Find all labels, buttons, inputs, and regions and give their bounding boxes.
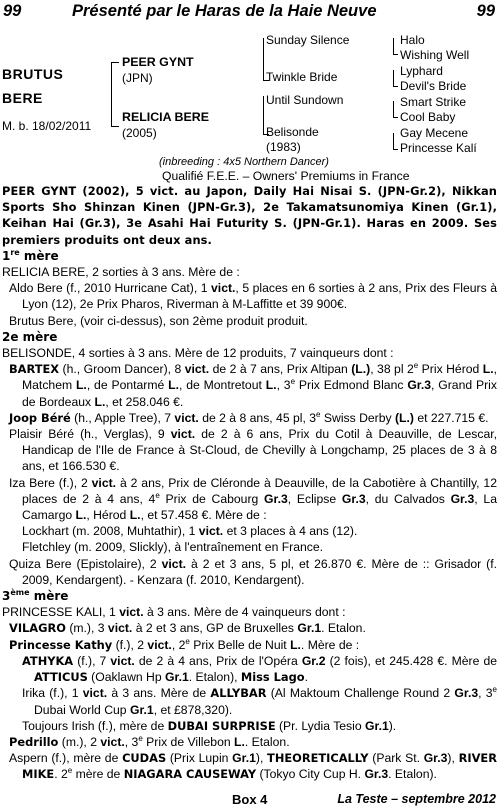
horse-details: M. b. 18/02/2011 [2, 119, 92, 133]
produce-quiza-bere: Quiza Bere (Epistolaire), 2 vict. à 2 et 3 ans, 5 pl, et 26.870 €. Mère de :: Grisador (f. 2009, Kendargent). - Kenzara (f. 2010, Kendargent). [9, 556, 497, 587]
sire-sire: Sunday Silence [266, 33, 350, 47]
lot-number-right: 99 [476, 2, 495, 20]
dam-dam-year: (1983) [266, 140, 301, 154]
sire-dam: Twinkle Bride [266, 70, 338, 84]
dam-year: (2005) [122, 126, 157, 140]
ancestor-g2: Wishing Well [400, 48, 470, 62]
lot-number-left: 99 [3, 2, 22, 20]
pedigree-bracket-gen3 [393, 101, 394, 117]
produce-plaisir-bere: Plaisir Béré (h., Verglas), 9 vict. de 2 à 6 ans, Prix du Cotil à Deauville, de Lescar, Handicap de l'Ile de France à St-Cloud, de Chevilly à Longchamp, 25 places de 3 à 8 ans, et 166.530 €. [9, 427, 497, 474]
section-3rd-dam: 3ème mère [2, 588, 69, 604]
produce-fletchley: Fletchley (m. 2009, Slickly), à l'entraînement en France. [22, 540, 324, 555]
ancestor-g8: Princesse Kalí [400, 141, 477, 155]
section-1st-dam: 1re mère [2, 247, 59, 263]
produce-bartex: BARTEX (h., Groom Dancer), 8 vict. de 2 à 7 ans, Prix Altipan (L.), 38 pl 2e Prix Hérod L., Matchem L., de Pontarmé L., de Montretout L., 3e Prix Edmond Blanc Gr.3, Grand Prix de Bordeaux L., et 258.046 €. [9, 361, 497, 409]
sale-info: La Teste – septembre 2012 [337, 792, 496, 806]
ancestor-g6: Cool Baby [400, 110, 456, 124]
pedigree-tick [111, 126, 119, 127]
pedigree-bracket-gen3 [393, 133, 394, 149]
dam-sire: Until Sundown [266, 93, 344, 107]
produce-iza-bere: Iza Bere (f.), 2 vict. à 2 ans, Prix de Cléronde à Deauville, de la Cabotière à Chantilly, 12 places de 2 à 4 ans, 4e Prix de Cabourg Gr.3, Eclipse Gr.3, du Calvados Gr.3, La Camargo L., Hérod L., et 57.458 €. Mère de : [9, 475, 497, 523]
ancestor-g5: Smart Strike [400, 95, 467, 109]
produce-aspern: Aspern (f.), mère de CUDAS (Prix Lupin Gr.1), THEORETICALLY (Park St. Gr.3), RIVER MIKE. 2e mère de NIAGARA CAUSEWAY (Tokyo City Cup H. Gr.3. Etalon). [9, 751, 497, 782]
section-2nd-dam: 2e mère [2, 329, 58, 344]
pedigree-bracket-gen1 [111, 62, 112, 126]
sire-name: PEER GYNT [122, 55, 194, 69]
ancestor-g4: Devil's Bride [400, 79, 467, 93]
ancestor-g3: Lyphard [400, 64, 443, 78]
qualification-line: Qualifié F.E.E. – Owners' Premiums in France [162, 169, 410, 183]
horse-name-line1: BRUTUS [2, 66, 64, 82]
pedigree-tick [393, 54, 398, 55]
pedigree-bracket-gen3 [393, 70, 394, 86]
granddam-line: BELISONDE, 4 sorties à 3 ans. Mère de 12 produits, 7 vainqueurs dont : [2, 346, 394, 361]
sire-paragraph: PEER GYNT (2002), 5 vict. au Japon, Daily Hai Nisai S. (JPN-Gr.2), Nikkan Sports Sho Shinzan Kinen (JPN-Gr.3), 2e Takamatsunomiya Kinen (Gr.1), Keihan Hai (Gr.3), 3e Asahi Hai Futurity S. (JPN-Gr.1). Haras en 2009. Ses premiers produits ont deux ans. [2, 184, 497, 247]
dam-name: RELICIA BERE [122, 110, 209, 124]
produce-athyka: ATHYKA (f.), 7 vict. de 2 à 4 ans, Prix de l'Opéra Gr.2 (2 fois), et 245.428 €. Mère de ATTICUS (Oaklawn Hp Gr.1. Etalon), Miss Lago. [22, 653, 498, 685]
ancestor-g7: Gay Mecene [400, 126, 469, 140]
inbreeding-note: (inbreeding : 4x5 Northern Dancer) [159, 156, 329, 168]
produce-toujours-irish: Toujours Irish (f.), mère de DUBAI SURPRISE (Pr. Lydia Tesio Gr.1). [22, 718, 397, 733]
produce-vilagro: VILAGRO (m.), 3 vict. à 2 et 3 ans, GP de Bruxelles Gr.1. Etalon. [9, 621, 366, 636]
pedigree-tick [393, 117, 398, 118]
pedigree-tick [393, 86, 398, 87]
produce-irika: Irika (f.), 1 vict. à 3 ans. Mère de ALLYBAR (Al Maktoum Challenge Round 2 Gr.3, 3e Dubai World Cup Gr.1, et £878,320). [22, 685, 497, 717]
pedigree-bracket-gen3 [393, 38, 394, 54]
produce-joop-bere: Joop Béré (h., Apple Tree), 7 vict. de 2 à 8 ans, 45 pl, 3e Swiss Derby (L.) et 227.715 €. [9, 409, 489, 425]
dam-line: RELICIA BERE, 2 sorties à 3 ans. Mère de : [2, 265, 240, 280]
pedigree-tick [393, 149, 398, 150]
produce-pedrillo: Pedrillo (m.), 2 vict., 3e Prix de Villebon L.. Etalon. [9, 733, 290, 749]
sire-origin: (JPN) [122, 71, 153, 85]
catalogue-body [0, 183, 500, 783]
dam-dam: Belisonde [266, 125, 319, 139]
produce-lockhart: Lockhart (m. 2008, Muhtathir), 1 vict. et 3 places à 4 ans (12). [22, 524, 358, 539]
ancestor-g1: Halo [400, 33, 425, 47]
pedigree-bracket-gen2-bottom [263, 96, 264, 134]
third-dam-line: PRINCESSE KALI, 1 vict. à 3 ans. Mère de 4 vainqueurs dont : [2, 605, 346, 620]
page-title: Présenté par le Haras de la Haie Neuve [72, 2, 377, 20]
box-number: Box 4 [232, 792, 268, 807]
horse-name-line2: BERE [2, 90, 43, 106]
produce-brutus-bere: Brutus Bere, (voir ci-dessus), son 2ème produit produit. [9, 313, 308, 328]
pedigree-bracket-gen2-top [263, 38, 264, 80]
produce-aldo-bere: Aldo Bere (f., 2010 Hurricane Cat), 1 vict., 5 places en 6 sorties à 2 ans, Prix des Fleurs à Lyon (12), 2e Prix Pharos, Riverman à M-Laffitte et 39 900€. [9, 281, 497, 312]
pedigree-tick [111, 62, 119, 63]
produce-princesse-kathy: Princesse Kathy (f.), 2 vict., 2e Prix Belle de Nuit L.. Mère de : [9, 636, 360, 652]
